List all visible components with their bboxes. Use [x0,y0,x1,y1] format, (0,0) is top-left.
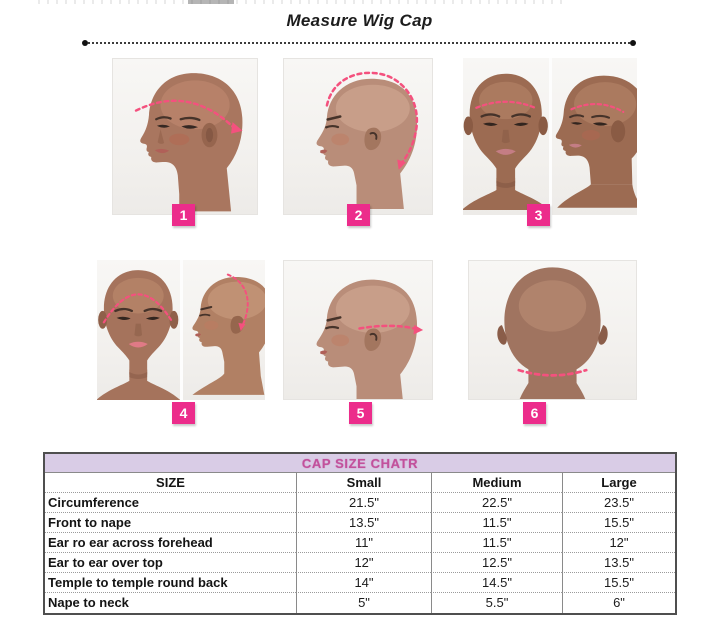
column-header-size: SIZE [45,473,296,493]
cap-size-chart [43,452,677,615]
figure-panel-nape-to-neck [468,260,637,400]
divider-right-dot [630,40,636,46]
row-label: Temple to temple round back [45,573,296,593]
cell-value: 13.5" [562,553,675,573]
mannequin-photo-three-quarter [552,58,638,215]
mannequin-head-three-quarter [140,73,242,211]
mannequin-head-back-svg [469,261,636,399]
mannequin-bust-front [97,270,180,400]
column-header-medium: Medium [431,473,562,493]
row-label: Ear to ear over top [45,553,296,573]
row-label: Ear ro ear across forehead [45,533,296,553]
row-label: Nape to neck [48,595,129,610]
figure-panel-circumference [112,58,258,215]
mannequin-head-profile-svg [284,261,432,399]
cell-value: 22.5" [431,493,562,513]
cell-value: 11.5" [431,513,562,533]
cell-value: 5.5" [431,593,562,613]
mannequin-head-three-quarter-svg [113,59,257,214]
figure-number-badge: 4 [172,402,195,424]
cell-value: 12" [296,553,431,573]
row-label: Circumference [45,493,296,513]
cell-value: 15.5" [562,513,675,533]
cell-value: 23.5" [562,493,675,513]
figure-panel-ear-to-ear-over-top [97,260,265,400]
cell-value: 14.5" [431,573,562,593]
mannequin-bust-front [463,74,549,210]
figure-number-badge: 1 [172,204,195,226]
cell-value: 12" [562,533,675,553]
figure-number-badge: 3 [527,204,550,226]
cell-value: 6" [562,593,675,613]
figure-number-badge: 5 [349,402,372,424]
cell-value: 11.5" [431,533,562,553]
page-title: Measure Wig Cap [286,11,433,30]
mannequin-bust-front-svg [97,260,180,400]
cell-value: 5" [296,593,431,613]
cell-value: 21.5" [296,493,431,513]
cropped-text-artifact-dark [188,0,234,4]
column-header-small: Small [296,473,431,493]
figure-panel-temple-round-back [283,260,433,400]
mannequin-head-profile-svg [284,59,432,214]
cropped-text-artifact [38,0,568,4]
dotted-divider [85,42,633,44]
mannequin-photo-front [97,260,180,400]
mannequin-head-profile [317,280,417,399]
cell-value: 15.5" [562,573,675,593]
mannequin-bust-profile [192,277,265,395]
cell-value: 12.5" [431,553,562,573]
cap-size-chart-title: CAP SIZE CHATR [45,454,675,473]
cell-value: 14" [296,573,431,593]
column-header-large: Large [562,473,675,493]
mannequin-photo-front [463,58,549,215]
cap-size-chart-grid [45,473,675,613]
mannequin-bust-three-quarter [555,76,637,208]
figure-number-badge: 2 [347,204,370,226]
divider-left-dot [82,40,88,46]
mannequin-bust-profile-svg [183,260,266,400]
cell-value: 11" [296,533,431,553]
figure-panel-ear-to-ear-forehead [463,58,637,215]
measure-arrowhead [414,325,424,335]
cell-value: 13.5" [296,513,431,533]
figure-number-badge: 6 [523,402,546,424]
mannequin-bust-front-svg [463,58,549,215]
mannequin-photo-side [183,260,266,400]
figure-panel-front-to-nape [283,58,433,215]
row-label: Front to nape [45,513,296,533]
mannequin-head-back [497,267,607,399]
mannequin-bust-three-quarter-svg [552,58,638,215]
mannequin-head-profile [317,79,417,209]
